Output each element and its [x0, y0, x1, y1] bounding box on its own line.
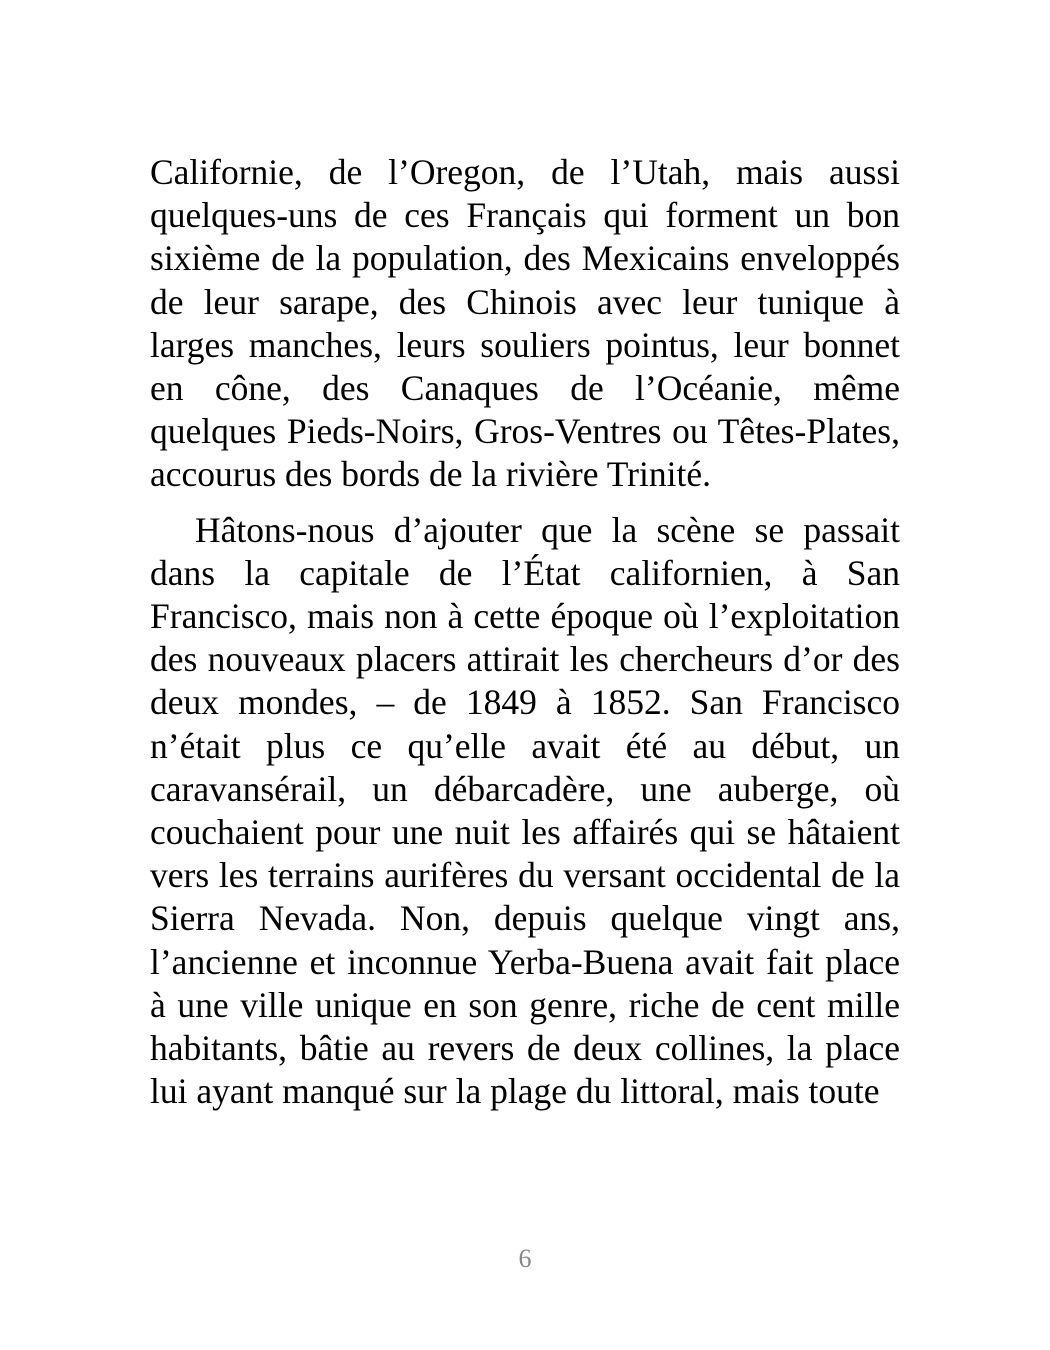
paragraph-continued: Californie, de l’Oregon, de l’Utah, mais aussi quelques-uns de ces Français qui forment un bon sixième de la population, des Mexicains enveloppés de leur sarape, des Chinois avec leur tunique à larges manches, leurs souliers pointus, leur bonnet en cône, des Canaques de l’Océanie, même quelques Pieds-Noirs, Gros-Ventres ou Têtes-Plates, accourus des bords de la rivière Trinité. — [150, 152, 900, 495]
body-text — [150, 151, 900, 1113]
page-number: 6 — [518, 1244, 532, 1273]
paragraph-hatons-nous: Hâtons-nous d’ajouter que la scène se passait dans la capitale de l’État californien, à San Francisco, mais non à cette époque où l’exploitation des nouveaux placers attirait les chercheurs d’or des deux mondes, – de 1849 à 1852. San Francisco n’était plus ce qu’elle avait été au début, un caravansérail, un débarcadère, une auberge, où couchaient pour une nuit les affairés qui se hâtaient vers les terrains aurifères du versant occidental de la Sierra Nevada. Non, depuis quelque vingt ans, l’ancienne et inconnue Yerba-Buena avait fait place à une ville unique en son genre, riche de cent mille habitants, bâtie au revers de deux collines, la place lui ayant manqué sur la plage du littoral, mais toute — [150, 509, 900, 1112]
